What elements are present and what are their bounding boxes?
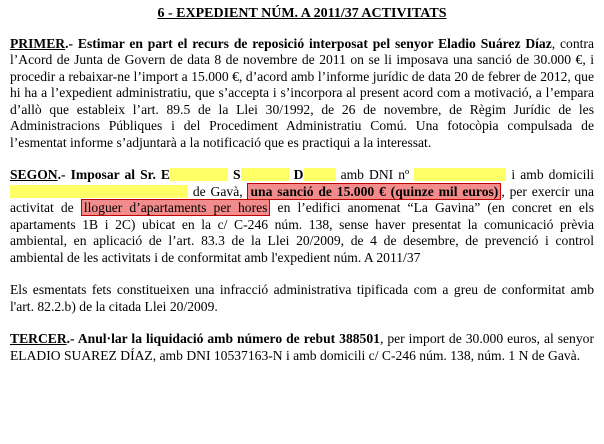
segon-domicili-text: i amb domicili: [511, 167, 594, 182]
redaction-block: [170, 168, 228, 181]
page-title: 6 - EXPEDIENT NÚM. A 2011/37 ACTIVITATS: [157, 6, 447, 21]
paragraph-segon: [10, 167, 594, 266]
segon-rest: en l’edifici anomenat “La Gavina” (en concret en els apartaments 1B i 2C) ubicat en la c/ C-246 núm. 138, sense haver presentat la comunicació prèvia ambiental, en aplicació de l’art. 83.3 de la Llei 20/2009, de 4 de desembre, de prevenció i control ambiental de les activitats i de conformitat amb l'expedient núm. A 2011/37: [10, 200, 594, 265]
tercer-lead: .- Anul·lar la liquidació amb número de rebut 388501: [66, 331, 380, 346]
paragraph-tercer: [10, 331, 594, 364]
segon-gava-text: de Gavà,: [192, 183, 243, 199]
tercer-body: , per import de 30.000 euros, al senyor ELADIO SUAREZ DÍAZ, amb DNI 10537163-N i amb domicili c/ C-246 núm. 138, núm. 1 N de Gavà.: [10, 331, 594, 363]
segon-per-exercir: , per exercir una activitat de: [10, 183, 594, 215]
primer-lead: .- Estimar en part el recurs de reposició interposat pel senyor Eladio Suárez Díaz: [65, 35, 552, 51]
activitat-highlight: lloguer d’apartaments per hores: [81, 199, 271, 216]
primer-body: , contra l’Acord de Junta de Govern de data 8 de novembre de 2011 on se li imposava una sanció de 30.000 €, i procedir a rebaixar-ne l’import a 15.000 €, d’acord amb l’informe jurídic de data 20 de febrer de 2012, que hi ha a l’expedient administratiu, que s’accepta i s’incorpora al present acord com a motivació, a l’empara d’allò que estableix l’art. 89.5 de la Llei 30/1992, de 26 de novembre, de Règim Jurídic de les Administracions Públiques i del Procediment Administratiu Comú. Una fotocòpia compulsada de l’esmentat informe s’adjuntarà a la notificació que es practiqui a la interessat.: [10, 35, 594, 150]
segon-dni-text: amb DNI nº: [340, 167, 410, 182]
redaction-block: [304, 168, 336, 181]
primer-label: PRIMER: [10, 35, 66, 51]
tercer-label: TERCER: [10, 331, 67, 346]
segon-s-letter: S: [233, 167, 241, 182]
redaction-block: [414, 168, 506, 181]
segon-d-letter: D: [293, 167, 304, 182]
segon-label: SEGON: [10, 167, 58, 182]
paragraph-primer: [10, 36, 594, 152]
segon-lead: .- Imposar al Sr. E: [57, 167, 170, 182]
sancio-highlight: una sanció de 15.000 € (quinze mil euros): [247, 183, 501, 200]
redaction-block: [10, 185, 188, 198]
paragraph-infraccio: Els esmentats fets constitueixen una infracció administrativa tipificada com a greu de conformitat amb l'art. 82.2.b) de la citada Llei 20/2009.: [10, 282, 594, 314]
redaction-block: [241, 168, 289, 181]
